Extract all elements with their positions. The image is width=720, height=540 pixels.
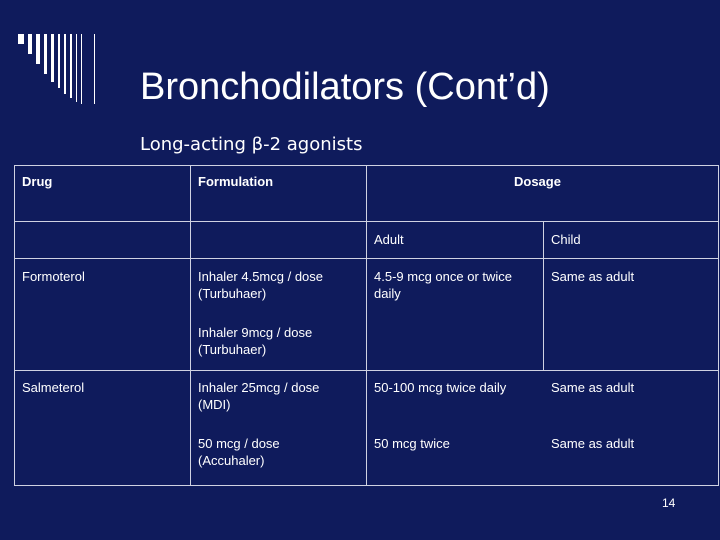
- formoterol-formulation-1: Inhaler 4.5mcg / dose (Turbuhaer): [198, 269, 324, 301]
- formoterol-child-dose: Same as adult: [551, 269, 635, 284]
- table-rule: [14, 165, 15, 485]
- salmeterol-child-dose-2: Same as adult: [551, 436, 635, 451]
- decorative-bar: [94, 34, 95, 104]
- table-rule: [14, 258, 719, 259]
- decorative-bar: [44, 34, 47, 74]
- decorative-bar: [18, 34, 24, 44]
- table-rule: [14, 221, 719, 222]
- table-rule: [14, 485, 719, 486]
- formoterol-adult-dose: 4.5-9 mcg once or twice daily: [374, 269, 513, 301]
- subheader-adult: Adult: [374, 232, 404, 247]
- table-rule: [14, 165, 719, 166]
- subheader-child: Child: [551, 232, 581, 247]
- decorative-bar: [81, 34, 82, 104]
- slide-title: Bronchodilators (Cont’d): [140, 66, 550, 108]
- drug-formoterol: Formoterol: [22, 269, 85, 284]
- decorative-bar: [76, 34, 77, 102]
- page-number: 14: [662, 496, 676, 510]
- table-rule: [718, 165, 719, 485]
- table-rule: [14, 370, 719, 371]
- decorative-bar: [58, 34, 60, 88]
- header-dosage: Dosage: [514, 174, 561, 189]
- decorative-bar: [28, 34, 32, 54]
- salmeterol-formulation-2: 50 mcg / dose (Accuhaler): [198, 436, 280, 468]
- drug-salmeterol: Salmeterol: [22, 380, 85, 395]
- salmeterol-formulation-1: Inhaler 25mcg / dose (MDI): [198, 380, 320, 412]
- salmeterol-child-dose-1: Same as adult: [551, 380, 635, 395]
- header-drug: Drug: [22, 174, 53, 189]
- formoterol-formulation-2: Inhaler 9mcg / dose (Turbuhaer): [198, 325, 313, 357]
- decorative-bar: [36, 34, 40, 64]
- decorative-bar: [70, 34, 72, 98]
- table-rule: [366, 165, 367, 485]
- decorative-bar: [64, 34, 66, 94]
- decorative-bar: [51, 34, 54, 82]
- decorative-bars: [18, 34, 128, 104]
- table-rule: [543, 221, 544, 370]
- table-rule: [190, 165, 191, 485]
- salmeterol-adult-dose-2: 50 mcg twice: [374, 436, 450, 451]
- header-formulation: Formulation: [198, 174, 274, 189]
- slide-subtitle: Long-acting β-2 agonists: [140, 134, 363, 155]
- salmeterol-adult-dose-1: 50-100 mcg twice daily: [374, 380, 507, 395]
